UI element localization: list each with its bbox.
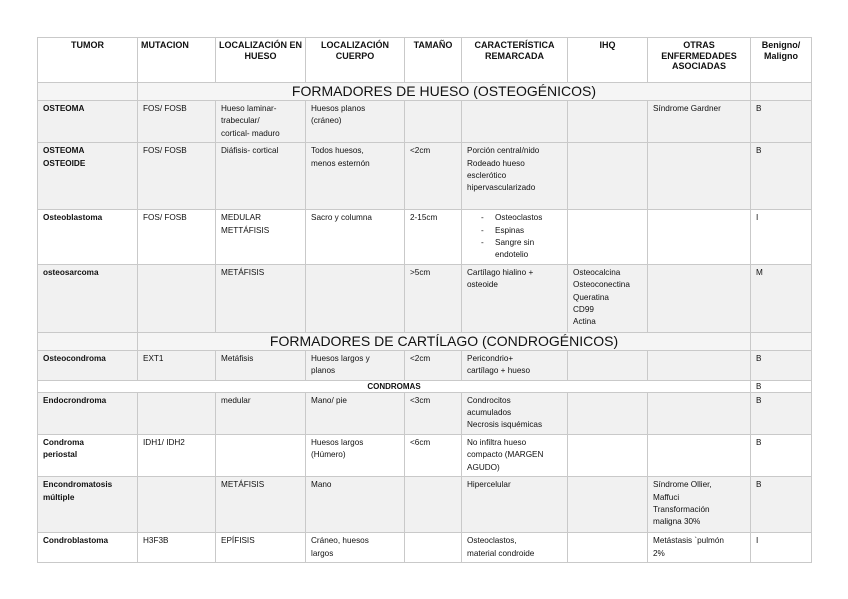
cell-bm: B bbox=[751, 101, 812, 143]
cell-otras: Síndrome Gardner bbox=[648, 101, 751, 143]
cell-bm: I bbox=[751, 210, 812, 265]
cell-tumor: Encondromatosis múltiple bbox=[38, 477, 138, 533]
cell-tumor: Condroma periostal bbox=[38, 434, 138, 476]
cell-loc-hueso: METÁFISIS bbox=[216, 264, 306, 332]
cell-loc-cuerpo: Cráneo, huesos largos bbox=[306, 533, 405, 563]
cell-ihq bbox=[568, 210, 648, 265]
header-benigno-maligno: Benigno/ Maligno bbox=[751, 38, 812, 83]
cell-bm: B bbox=[751, 143, 812, 210]
cell-loc-hueso: METÁFISIS bbox=[216, 477, 306, 533]
cell-loc-cuerpo: Huesos largos (Húmero) bbox=[306, 434, 405, 476]
cell-ihq bbox=[568, 350, 648, 380]
cell-caracteristica: Cartílago hialino + osteoide bbox=[462, 264, 568, 332]
cell-tumor: Osteocondroma bbox=[38, 350, 138, 380]
cell-ihq bbox=[568, 143, 648, 210]
cell-otras bbox=[648, 210, 751, 265]
cell-caracteristica: No infiltra hueso compacto (MARGEN AGUDO) bbox=[462, 434, 568, 476]
table-row bbox=[38, 392, 812, 434]
table-row bbox=[38, 264, 812, 332]
cell-ihq bbox=[568, 434, 648, 476]
cell-tamano: <2cm bbox=[405, 350, 462, 380]
cell-tumor: osteosarcoma bbox=[38, 264, 138, 332]
header-loc-cuerpo: LOCALIZACIÓN CUERPO bbox=[306, 38, 405, 83]
cell-mutacion bbox=[138, 477, 216, 533]
cell-bm: I bbox=[751, 533, 812, 563]
header-loc-hueso: LOCALIZACIÓN EN HUESO bbox=[216, 38, 306, 83]
cell-loc-hueso: Diáfisis- cortical bbox=[216, 143, 306, 210]
list-item: - Osteoclastos bbox=[495, 212, 562, 224]
list-item: - Sangre sin endotelio bbox=[495, 237, 562, 262]
cell-caracteristica bbox=[462, 101, 568, 143]
cell-tamano bbox=[405, 533, 462, 563]
section-cartilage-title: FORMADORES DE CARTÍLAGO (CONDROGÉNICOS) bbox=[138, 332, 751, 350]
header-tumor: TUMOR bbox=[38, 38, 138, 83]
cell-tamano: <3cm bbox=[405, 392, 462, 434]
cell-otras bbox=[648, 434, 751, 476]
cell-loc-cuerpo bbox=[306, 264, 405, 332]
cell-mutacion: EXT1 bbox=[138, 350, 216, 380]
section-row-bone bbox=[38, 83, 812, 101]
cell-caracteristica: Hipercelular bbox=[462, 477, 568, 533]
table-row bbox=[38, 350, 812, 380]
cell-ihq bbox=[568, 477, 648, 533]
cell-tamano: >5cm bbox=[405, 264, 462, 332]
cell-bm: B bbox=[751, 392, 812, 434]
cell-ihq bbox=[568, 101, 648, 143]
cell-loc-cuerpo: Sacro y columna bbox=[306, 210, 405, 265]
cell-ihq bbox=[568, 392, 648, 434]
cell-loc-cuerpo: Mano bbox=[306, 477, 405, 533]
table-row bbox=[38, 434, 812, 476]
header-ihq: IHQ bbox=[568, 38, 648, 83]
table-row bbox=[38, 533, 812, 563]
subsection-condromas-title: CONDROMAS bbox=[38, 380, 751, 392]
cell-otras bbox=[648, 350, 751, 380]
cell-loc-cuerpo: Todos huesos, menos esternón bbox=[306, 143, 405, 210]
cell-tamano: <6cm bbox=[405, 434, 462, 476]
subsection-row-condromas bbox=[38, 380, 812, 392]
cell-caracteristica: Porción central/nido Rodeado hueso esclerótico hipervascularizado bbox=[462, 143, 568, 210]
cell-otras: Síndrome Ollier, Maffuci Transformación maligna 30% bbox=[648, 477, 751, 533]
cell-tamano: 2-15cm bbox=[405, 210, 462, 265]
bullet-list bbox=[467, 212, 562, 262]
cell-tamano bbox=[405, 101, 462, 143]
cell-bm: B bbox=[751, 477, 812, 533]
cell-tumor: OSTEOMA OSTEOIDE bbox=[38, 143, 138, 210]
cell-loc-hueso: Metáfisis bbox=[216, 350, 306, 380]
header-otras: OTRAS ENFERMEDADES ASOCIADAS bbox=[648, 38, 751, 83]
cell-loc-cuerpo: Huesos planos (cráneo) bbox=[306, 101, 405, 143]
cell-ihq: Osteocalcina Osteoconectina Queratina CD99 Actina bbox=[568, 264, 648, 332]
cell-otras: Metástasis `pulmón 2% bbox=[648, 533, 751, 563]
section-bone-title: FORMADORES DE HUESO (OSTEOGÉNICOS) bbox=[138, 83, 751, 101]
table-row bbox=[38, 101, 812, 143]
header-tamano: TAMAÑO bbox=[405, 38, 462, 83]
cell-mutacion: H3F3B bbox=[138, 533, 216, 563]
table-row bbox=[38, 210, 812, 265]
list-item: - Espinas bbox=[495, 225, 562, 237]
cell-bm: B bbox=[751, 434, 812, 476]
table-row bbox=[38, 477, 812, 533]
cell-mutacion: FOS/ FOSB bbox=[138, 101, 216, 143]
cell-caracteristica: Pericondrio+ cartílago + hueso bbox=[462, 350, 568, 380]
cell-caracteristica: Condrocitos acumulados Necrosis isquémicas bbox=[462, 392, 568, 434]
cell-tumor: OSTEOMA bbox=[38, 101, 138, 143]
cell-tumor: Condroblastoma bbox=[38, 533, 138, 563]
cell-caracteristica bbox=[462, 210, 568, 265]
tumor-table bbox=[37, 37, 812, 563]
cell-mutacion: FOS/ FOSB bbox=[138, 210, 216, 265]
cell-loc-cuerpo: Mano/ pie bbox=[306, 392, 405, 434]
cell-tamano bbox=[405, 477, 462, 533]
cell-bm: M bbox=[751, 264, 812, 332]
cell-otras bbox=[648, 143, 751, 210]
cell-tamano: <2cm bbox=[405, 143, 462, 210]
table-row bbox=[38, 143, 812, 210]
cell-mutacion bbox=[138, 264, 216, 332]
cell-loc-hueso: EPÍFISIS bbox=[216, 533, 306, 563]
cell-caracteristica: Osteoclastos, material condroide bbox=[462, 533, 568, 563]
cell-loc-hueso: MEDULAR METTÁFISIS bbox=[216, 210, 306, 265]
header-caracteristica: CARACTERÍSTICA REMARCADA bbox=[462, 38, 568, 83]
cell-loc-hueso: medular bbox=[216, 392, 306, 434]
cell-tumor: Osteoblastoma bbox=[38, 210, 138, 265]
cell-mutacion: FOS/ FOSB bbox=[138, 143, 216, 210]
cell-otras bbox=[648, 264, 751, 332]
cell-mutacion: IDH1/ IDH2 bbox=[138, 434, 216, 476]
header-mutacion: MUTACION bbox=[138, 38, 216, 83]
header-row bbox=[38, 38, 812, 83]
cell-loc-cuerpo: Huesos largos y planos bbox=[306, 350, 405, 380]
cell-otras bbox=[648, 392, 751, 434]
cell-bm: B bbox=[751, 350, 812, 380]
cell-mutacion bbox=[138, 392, 216, 434]
cell-ihq bbox=[568, 533, 648, 563]
cell-bm: B bbox=[751, 380, 812, 392]
cell-loc-hueso bbox=[216, 434, 306, 476]
section-row-cartilage bbox=[38, 332, 812, 350]
cell-loc-hueso: Hueso laminar- trabecular/ cortical- maduro bbox=[216, 101, 306, 143]
cell-tumor: Endocrondroma bbox=[38, 392, 138, 434]
